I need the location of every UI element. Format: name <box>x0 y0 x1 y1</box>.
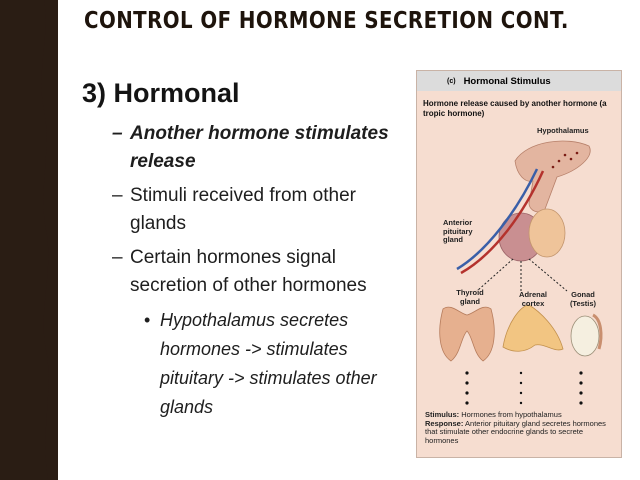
gonad-shape <box>571 316 599 356</box>
bullet-list <box>112 120 402 422</box>
decorative-left-band <box>0 0 58 480</box>
label-anterior-pituitary: Anterior pituitary gland <box>443 218 473 244</box>
bullet-text: Stimuli received from other glands <box>130 185 356 234</box>
sub-bullet-item: • Hypothalamus secretes hormones -> stimulates pituitary -> stimulates other glands <box>144 310 377 417</box>
label-thyroid: Thyroid gland <box>456 288 484 306</box>
figure-footer <box>425 411 617 445</box>
label-gonad: Gonad (Testis) <box>569 290 597 308</box>
adrenal-shape <box>503 305 563 351</box>
figure-header <box>417 71 621 91</box>
figure-tag: (c) <box>447 77 456 85</box>
label-hypothalamus: Hypothalamus <box>537 126 589 135</box>
figure-caption: Hormone release caused by another hormone (a tropic hormone) <box>423 99 607 118</box>
sub-bullet-text: Hypothalamus secretes hormones -> stimulates pituitary -> stimulates other glands <box>160 310 377 417</box>
pituitary-posterior-shape <box>529 209 565 257</box>
bullet-item: – Stimuli received from other glands <box>112 185 356 234</box>
stimulus-text: Hormones from hypothalamus <box>461 410 562 419</box>
label-adrenal: Adrenal cortex <box>519 290 547 308</box>
bullet-text: Certain hormones signal secretion of other hormones <box>130 247 367 296</box>
response-label: Response: <box>425 418 464 428</box>
hormonal-stimulus-figure <box>416 70 622 458</box>
response-text: Anterior pituitary gland secretes hormones that stimulate other endocrine glands to secrete hormones <box>425 418 606 445</box>
endocrine-diagram <box>417 91 621 411</box>
bullet-item: – Another hormone stimulates release <box>112 123 389 172</box>
bullet-text: Another hormone stimulates release <box>130 123 389 172</box>
section-heading: 3) Hormonal <box>82 78 240 108</box>
thyroid-shape <box>440 307 495 361</box>
bullet-item: – Certain hormones signal secretion of other hormones <box>112 247 367 296</box>
stimulus-label: Stimulus: <box>425 410 460 419</box>
slide-title: CONTROL OF HORMONE SECRETION CONT. <box>84 8 569 34</box>
figure-title: Hormonal Stimulus <box>463 75 551 87</box>
